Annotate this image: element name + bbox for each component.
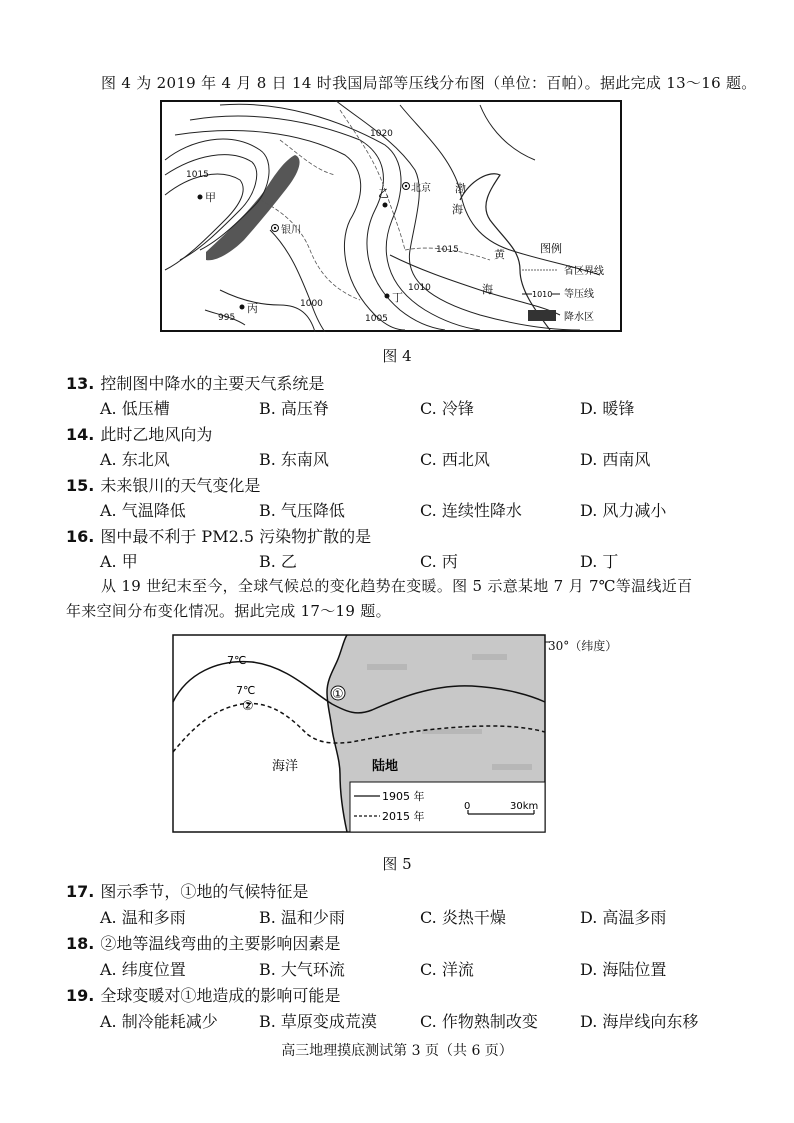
question-18: 18. ②地等温线弯曲的主要影响因素是 xyxy=(66,934,341,953)
option-13-d[interactable]: D. 暖锋 xyxy=(580,399,635,418)
option-14-d[interactable]: D. 西南风 xyxy=(580,450,651,469)
option-19-b[interactable]: B. 草原变成荒漠 xyxy=(259,1012,377,1031)
option-17-c[interactable]: C. 炎热干燥 xyxy=(420,908,506,927)
option-16-b[interactable]: B. 乙 xyxy=(259,552,297,571)
land-label: 陆地 xyxy=(372,759,399,774)
legend-isobar-value: 1010 xyxy=(532,290,553,299)
legend-1905: 1905 年 xyxy=(382,790,425,803)
intro-fig5-line1: 从 19 世纪末至今，全球气候总的变化趋势在变暖。图 5 示意某地 7 月 7℃等温线近百 xyxy=(101,577,693,595)
page-footer: 高三地理摸底测试第 3 页（共 6 页） xyxy=(281,1043,513,1059)
option-15-b[interactable]: B. 气压降低 xyxy=(259,501,345,520)
option-18-c[interactable]: C. 洋流 xyxy=(420,960,474,979)
legend-title: 图例 xyxy=(540,242,562,255)
option-19-d[interactable]: D. 海岸线向东移 xyxy=(580,1012,699,1031)
legend-isobar-label: 等压线 xyxy=(564,289,594,300)
legend-rain-swatch xyxy=(528,310,556,321)
scale-km: 30km xyxy=(510,801,539,812)
option-13-b[interactable]: B. 高压脊 xyxy=(259,399,329,418)
latitude-label: 30°（纬度） xyxy=(548,639,618,653)
sea-label-huang: 黄 xyxy=(494,248,505,261)
isobar-label-1000: 1000 xyxy=(300,299,323,309)
legend-boundary-label: 省区界线 xyxy=(564,266,604,277)
option-15-c[interactable]: C. 连续性降水 xyxy=(420,501,522,520)
isobar-label-1015-east: 1015 xyxy=(436,245,459,255)
option-17-d[interactable]: D. 高温多雨 xyxy=(580,908,667,927)
option-19-c[interactable]: C. 作物熟制改变 xyxy=(420,1012,538,1031)
sea-label-bohai-hai: 海 xyxy=(452,203,463,216)
point-2-marker: ② xyxy=(242,699,254,714)
intro-fig5-line2: 年来空间分布变化情况。据此完成 17～19 题。 xyxy=(66,602,391,620)
option-15-a[interactable]: A. 气温降低 xyxy=(100,501,186,520)
point-1-marker: ① xyxy=(332,687,344,702)
sea-label-bo: 渤 xyxy=(455,182,466,195)
figure-4-isobar-map xyxy=(160,100,622,332)
isobar-label-1005: 1005 xyxy=(365,314,388,324)
ocean-label: 海洋 xyxy=(272,759,299,774)
option-14-a[interactable]: A. 东北风 xyxy=(100,450,170,469)
question-16: 16. 图中最不利于 PM2.5 污染物扩散的是 xyxy=(66,527,372,546)
question-13: 13. 控制图中降水的主要天气系统是 xyxy=(66,374,325,393)
option-13-c[interactable]: C. 冷锋 xyxy=(420,399,474,418)
option-17-a[interactable]: A. 温和多雨 xyxy=(100,908,186,927)
city-beijing: 北京 xyxy=(411,183,431,194)
point-ding: 丁 xyxy=(392,291,403,304)
point-jia: 甲 xyxy=(205,191,216,204)
option-18-d[interactable]: D. 海陆位置 xyxy=(580,960,667,979)
isotherm-label-1905: 7℃ xyxy=(227,654,247,667)
option-16-a[interactable]: A. 甲 xyxy=(100,552,138,571)
option-13-a[interactable]: A. 低压槽 xyxy=(100,399,170,418)
option-14-c[interactable]: C. 西北风 xyxy=(420,450,490,469)
option-17-b[interactable]: B. 温和少雨 xyxy=(259,908,345,927)
legend-rain-label: 降水区 xyxy=(564,312,594,323)
option-16-d[interactable]: D. 丁 xyxy=(580,552,619,571)
isobar-label-1015-west: 1015 xyxy=(186,170,209,180)
figure-4-caption: 图 4 xyxy=(382,347,412,365)
figure-5-isotherm-map xyxy=(172,634,650,834)
question-15: 15. 未来银川的天气变化是 xyxy=(66,476,261,495)
option-19-a[interactable]: A. 制冷能耗减少 xyxy=(100,1012,218,1031)
figure-5-caption: 图 5 xyxy=(382,855,412,873)
question-19: 19. 全球变暖对①地造成的影响可能是 xyxy=(66,986,341,1005)
sea-label-huanghai-hai: 海 xyxy=(482,283,493,296)
option-18-b[interactable]: B. 大气环流 xyxy=(259,960,345,979)
option-18-a[interactable]: A. 纬度位置 xyxy=(100,960,186,979)
isobar-label-1010: 1010 xyxy=(408,283,431,293)
isobar-label-995: 995 xyxy=(218,313,236,323)
scale-zero: 0 xyxy=(464,801,471,812)
option-15-d[interactable]: D. 风力减小 xyxy=(580,501,667,520)
question-14: 14. 此时乙地风向为 xyxy=(66,425,213,444)
isobar-label-1020: 1020 xyxy=(370,129,393,139)
isotherm-label-2015: 7℃ xyxy=(236,684,256,697)
option-14-b[interactable]: B. 东南风 xyxy=(259,450,329,469)
question-17: 17. 图示季节，①地的气候特征是 xyxy=(66,882,309,901)
city-yinchuan: 银川 xyxy=(281,225,301,236)
point-bing: 丙 xyxy=(247,302,258,315)
point-yi: 乙 xyxy=(378,187,389,200)
legend-2015: 2015 年 xyxy=(382,810,425,823)
intro-fig4: 图 4 为 2019 年 4 月 8 日 14 时我国局部等压线分布图（单位：百帕）。据此完成 13～16 题。 xyxy=(101,74,757,92)
option-16-c[interactable]: C. 丙 xyxy=(420,552,458,571)
